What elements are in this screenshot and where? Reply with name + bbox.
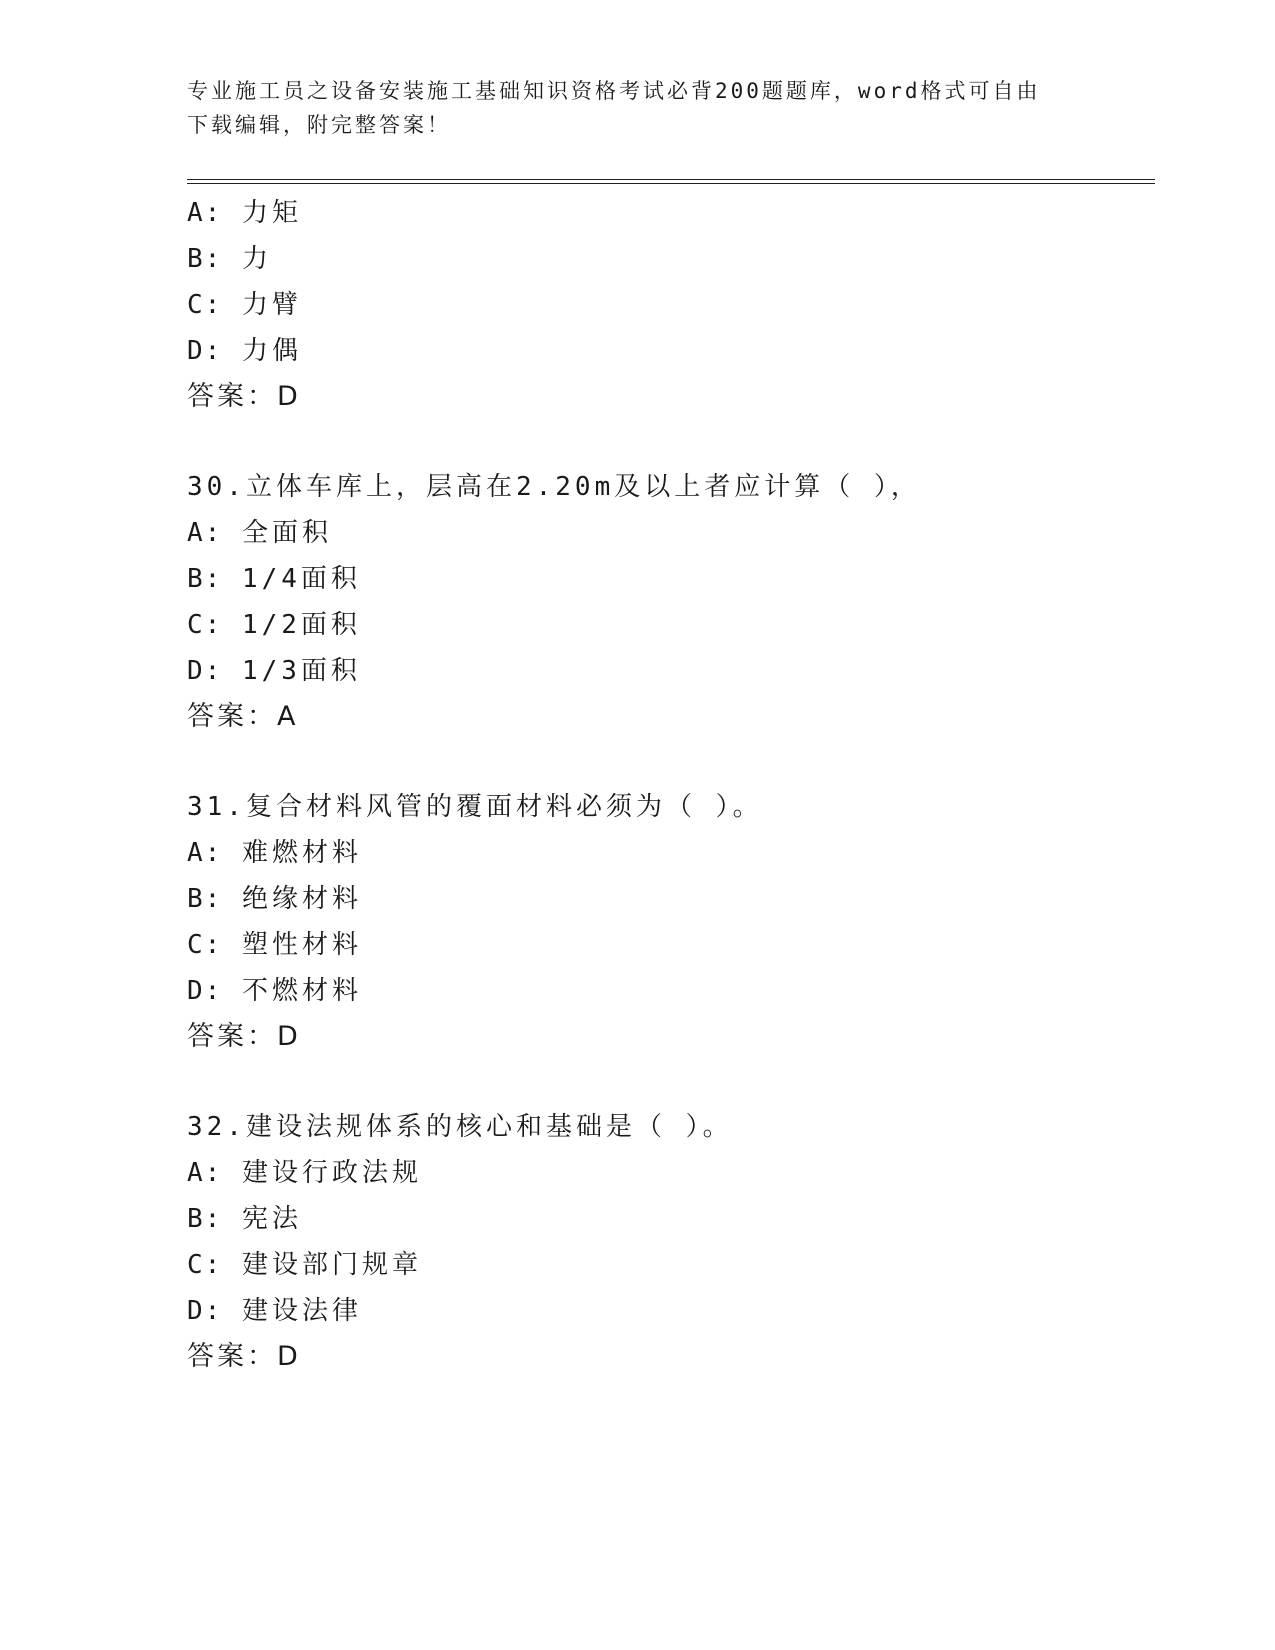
option-a: A: 难燃材料 bbox=[187, 838, 362, 868]
option-b: B: 绝缘材料 bbox=[187, 884, 362, 914]
question-stem: 30.立体车库上，层高在2.20m及以上者应计算（ ）， bbox=[187, 472, 921, 502]
question-block-partial bbox=[187, 190, 1147, 420]
header-line-2: 下载编辑，附完整答案！ bbox=[187, 113, 451, 137]
option-c: C: 建设部门规章 bbox=[187, 1250, 422, 1280]
question-stem: 32.建设法规体系的核心和基础是（ ）。 bbox=[187, 1112, 733, 1142]
option-d: D: 力偶 bbox=[187, 336, 302, 366]
option-c: C: 塑性材料 bbox=[187, 930, 362, 960]
option-b: B: 宪法 bbox=[187, 1204, 302, 1234]
option-b: B: 力 bbox=[187, 244, 272, 274]
question-block-30 bbox=[187, 464, 1147, 740]
question-block-31 bbox=[187, 784, 1147, 1060]
header-divider-top bbox=[187, 179, 1155, 180]
option-d: D: 不燃材料 bbox=[187, 976, 362, 1006]
option-a: A: 建设行政法规 bbox=[187, 1158, 422, 1188]
option-d: D: 1/3面积 bbox=[187, 656, 361, 686]
question-list bbox=[187, 190, 1147, 1380]
question-block-32 bbox=[187, 1104, 1147, 1380]
option-a: A: 力矩 bbox=[187, 198, 302, 228]
header-divider-bottom bbox=[187, 183, 1155, 184]
answer-line: 答案：A bbox=[187, 701, 299, 732]
option-c: C: 力臂 bbox=[187, 290, 302, 320]
answer-line: 答案：D bbox=[187, 1341, 301, 1372]
option-c: C: 1/2面积 bbox=[187, 610, 361, 640]
answer-line: 答案：D bbox=[187, 381, 301, 412]
header-line-1: 专业施工员之设备安装施工基础知识资格考试必背200题题库，word格式可自由 bbox=[187, 79, 1041, 103]
option-d: D: 建设法律 bbox=[187, 1296, 362, 1326]
option-b: B: 1/4面积 bbox=[187, 564, 361, 594]
question-stem: 31.复合材料风管的覆面材料必须为（ ）。 bbox=[187, 792, 763, 822]
answer-line: 答案：D bbox=[187, 1021, 301, 1052]
document-header bbox=[187, 74, 1087, 142]
option-a: A: 全面积 bbox=[187, 518, 332, 548]
